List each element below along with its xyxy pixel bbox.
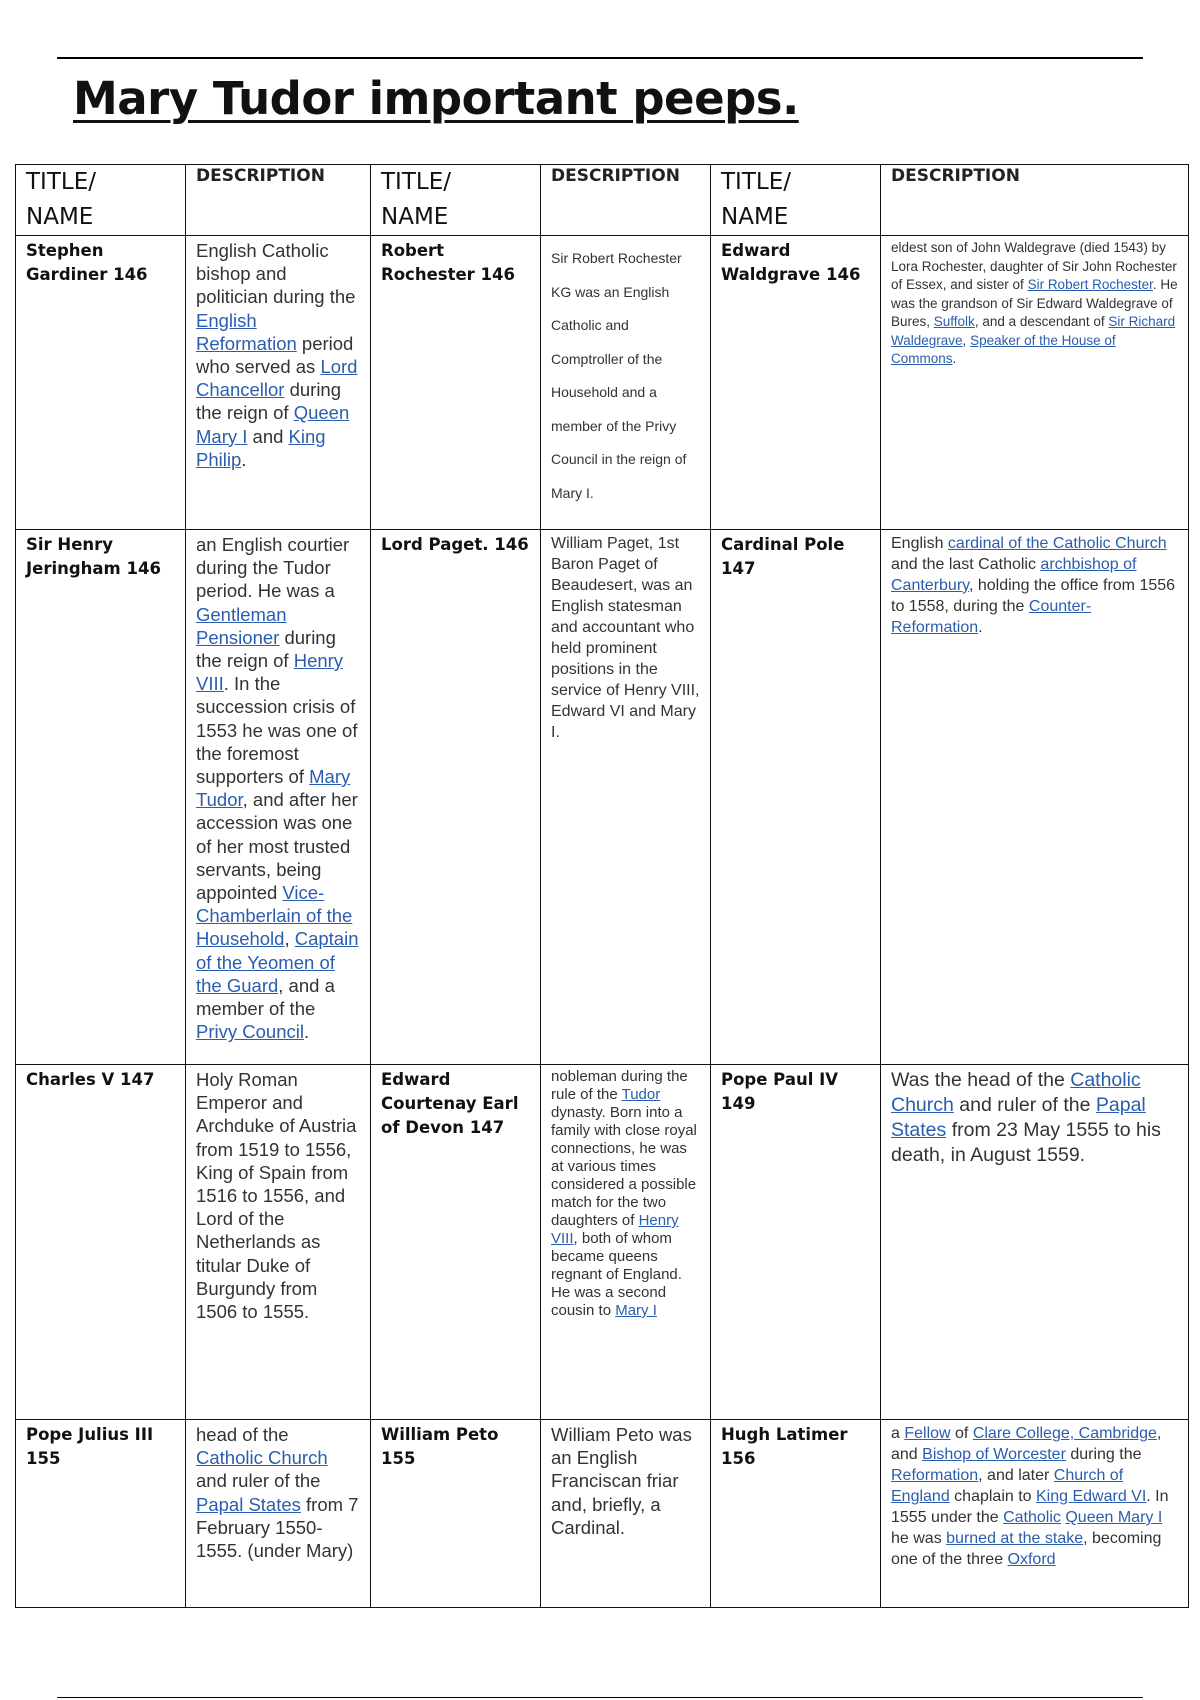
table-row: [16, 530, 1189, 1065]
person-name: Cardinal Pole 147: [711, 530, 881, 1065]
wiki-link[interactable]: English Reformation: [196, 309, 297, 354]
person-description: Holy Roman Emperor and Archduke of Austria from 1519 to 1556, King of Spain from 1516 to 1556, and Lord of the Netherlands as titular Duke of Burgundy from 1506 to 1555.: [186, 1065, 371, 1420]
wiki-link[interactable]: Fellow: [904, 1425, 951, 1442]
wiki-link[interactable]: Mary Tudor: [196, 766, 351, 811]
header-description-1: DESCRIPTION: [186, 165, 371, 236]
person-name: Edward Courtenay Earl of Devon 147: [371, 1065, 541, 1420]
wiki-link[interactable]: archbishop of Canterbury: [891, 556, 1137, 594]
wiki-link[interactable]: cardinal of the Catholic Church: [947, 535, 1167, 552]
person-name: Stephen Gardiner 146: [16, 236, 186, 530]
wiki-link[interactable]: Gentleman Pensioner: [196, 603, 287, 648]
page-title: Mary Tudor important peeps.: [73, 72, 799, 125]
person-description: eldest son of John Waldegrave (died 1543) by Lora Rochester, daughter of Sir John Rochester of Essex, and sister of Sir Robert Rochester. He was the grandson of Sir Edward Waldegrave of Bures, Suffolk, and a descendant of Sir Richard Waldegrave, Speaker of the House of Commons.: [881, 236, 1189, 530]
wiki-link[interactable]: burned at the stake: [946, 1530, 1084, 1547]
wiki-link[interactable]: Papal States: [196, 1493, 301, 1515]
header-row: [16, 165, 1189, 236]
person-description: nobleman during the rule of the Tudor dynasty. Born into a family with close royal connections, he was at various times considered a possible match for the two daughters of Henry VIII, both of whom became queens regnant of England. He was a second cousin to Mary I: [541, 1065, 711, 1420]
person-name: Pope Julius III 155: [16, 1420, 186, 1608]
wiki-link[interactable]: Reformation: [891, 1467, 979, 1484]
person-description: Was the head of the Catholic Church and ruler of the Papal States from 23 May 1555 to his death, in August 1559.: [881, 1065, 1189, 1420]
wiki-link[interactable]: Tudor: [621, 1086, 661, 1103]
person-description: English cardinal of the Catholic Church and the last Catholic archbishop of Canterbury, holding the office from 1556 to 1558, during the Counter-Reformation.: [881, 530, 1189, 1065]
wiki-link[interactable]: Catholic: [1003, 1509, 1061, 1526]
person-name: Edward Waldgrave 146: [711, 236, 881, 530]
people-table: [15, 164, 1189, 1608]
wiki-link[interactable]: Church of England: [891, 1467, 1124, 1505]
header-title-name-2: TITLE/ NAME: [371, 165, 541, 236]
wiki-link[interactable]: King Philip: [196, 425, 326, 470]
person-description: Sir Robert Rochester KG was an English Catholic and Comptroller of the Household and a member of the Privy Council in the reign of Mary I.: [541, 236, 711, 530]
wiki-link[interactable]: Counter-Reformation: [891, 598, 1092, 636]
wiki-link[interactable]: Mary I: [615, 1302, 657, 1319]
wiki-link[interactable]: Sir Richard Waldegrave: [891, 314, 1176, 348]
wiki-link[interactable]: Suffolk: [933, 314, 975, 329]
wiki-link[interactable]: Queen Mary I: [196, 402, 350, 447]
person-description: a Fellow of Clare College, Cambridge, and Bishop of Worcester during the Reformation, and later Church of England chaplain to King Edward VI. In 1555 under the Catholic Queen Mary I he was burned at the stake, becoming one of the three Oxford: [881, 1420, 1189, 1608]
wiki-link[interactable]: Catholic Church: [196, 1447, 328, 1469]
person-description: English Catholic bishop and politician during the English Reformation period who served as Lord Chancellor during the reign of Queen Mary I and King Philip.: [186, 236, 371, 530]
header-description-2: DESCRIPTION: [541, 165, 711, 236]
person-description: William Paget, 1st Baron Paget of Beaudesert, was an English statesman and accountant who held prominent positions in the service of Henry VIII, Edward VI and Mary I.: [541, 530, 711, 1065]
wiki-link[interactable]: Vice-Chamberlain of the Household: [196, 882, 353, 950]
wiki-link[interactable]: Captain of the Yeomen of the Guard: [196, 928, 359, 996]
person-name: Sir Henry Jeringham 146: [16, 530, 186, 1065]
wiki-link[interactable]: Henry VIII: [551, 1212, 679, 1247]
person-name: Hugh Latimer 156: [711, 1420, 881, 1608]
table-row: [16, 236, 1189, 530]
wiki-link[interactable]: Queen Mary I: [1065, 1509, 1163, 1526]
person-name: Robert Rochester 146: [371, 236, 541, 530]
wiki-link[interactable]: Papal States: [891, 1094, 1146, 1141]
wiki-link[interactable]: Catholic Church: [891, 1069, 1141, 1116]
person-description: an English courtier during the Tudor period. He was a Gentleman Pensioner during the reign of Henry VIII. In the succession crisis of 1553 he was one of the foremost supporters of Mary Tudor, and after her accession was one of her most trusted servants, being appointed Vice-Chamberlain of the Household, Captain of the Yeomen of the Guard, and a member of the Privy Council.: [186, 530, 371, 1065]
person-name: Lord Paget. 146: [371, 530, 541, 1065]
wiki-link[interactable]: Bishop of Worcester: [922, 1446, 1066, 1463]
wiki-link[interactable]: Privy Council: [196, 1021, 304, 1043]
bottom-rule: [57, 1697, 1143, 1698]
person-name: Pope Paul IV 149: [711, 1065, 881, 1420]
wiki-link[interactable]: Clare College, Cambridge: [972, 1425, 1157, 1442]
person-name: William Peto 155: [371, 1420, 541, 1608]
table-row: [16, 1065, 1189, 1420]
person-description: William Peto was an English Franciscan friar and, briefly, a Cardinal.: [541, 1420, 711, 1608]
wiki-link[interactable]: Sir Robert Rochester: [1027, 277, 1153, 292]
header-title-name-1: TITLE/ NAME: [16, 165, 186, 236]
wiki-link[interactable]: Speaker of the House of Commons: [891, 332, 1116, 366]
wiki-link[interactable]: Lord Chancellor: [196, 356, 358, 401]
person-name: Charles V 147: [16, 1065, 186, 1420]
wiki-link[interactable]: King Edward VI: [1036, 1488, 1147, 1505]
header-title-name-3: TITLE/ NAME: [711, 165, 881, 236]
table-row: [16, 1420, 1189, 1608]
header-description-3: DESCRIPTION: [881, 165, 1189, 236]
wiki-link[interactable]: Henry VIII: [196, 650, 344, 695]
person-description: head of the Catholic Church and ruler of the Papal States from 7 February 1550-1555. (under Mary): [186, 1420, 371, 1608]
wiki-link[interactable]: Oxford: [1007, 1551, 1056, 1568]
top-rule: [57, 57, 1143, 59]
